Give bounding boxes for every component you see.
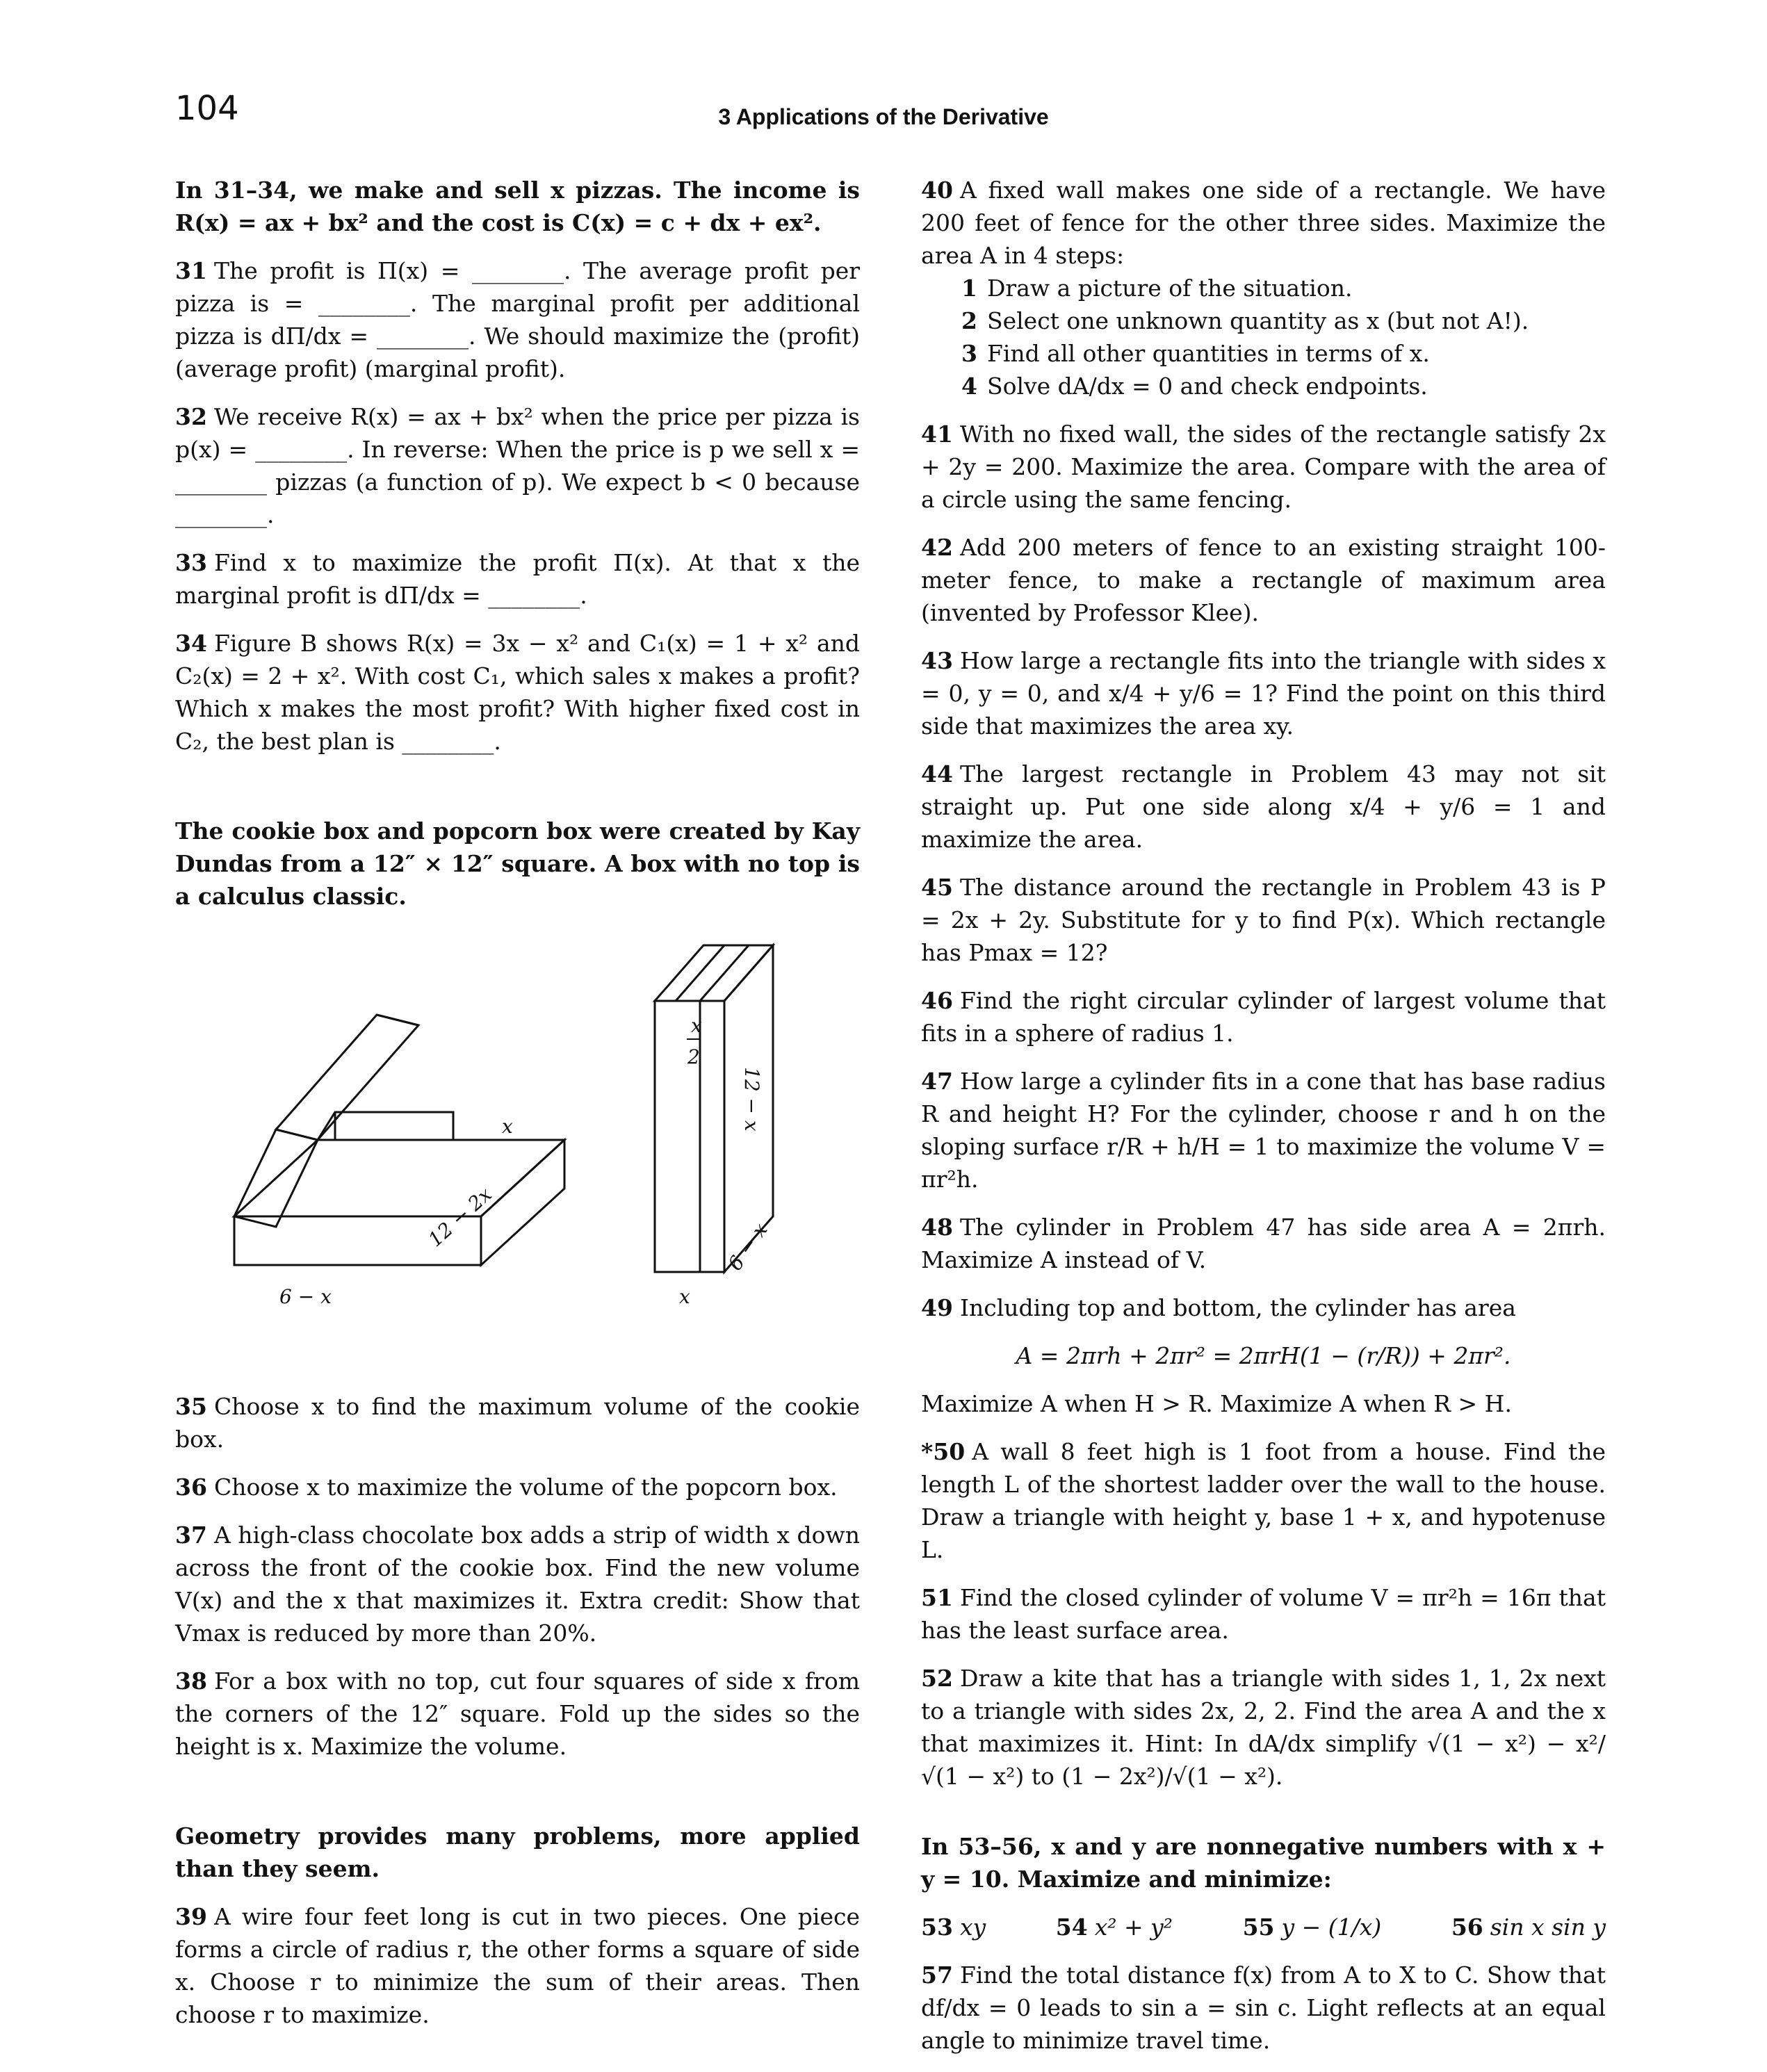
page-number: 104 xyxy=(175,89,239,128)
step-item: 2 Select one unknown quantity as x (but not A!). xyxy=(961,307,1529,334)
intro-geometry: Geometry provides many problems, more applied than they seem. xyxy=(175,1822,860,1882)
problem-54: 54 x² + y² xyxy=(1055,1914,1173,1941)
cookie-label-height: x xyxy=(502,1115,513,1138)
problem-49-equation: A = 2πrh + 2πr² = 2πrH(1 − (r/R)) + 2πr². xyxy=(1016,1342,1511,1369)
box-figure-svg xyxy=(175,931,860,1321)
step-item: 1 Draw a picture of the situation. xyxy=(961,275,1353,302)
popcorn-label-top-den: 2 xyxy=(687,1045,700,1068)
problem-56: 56 sin x sin y xyxy=(1451,1914,1606,1941)
step-item: 3 Find all other quantities in terms of x. xyxy=(961,340,1430,367)
problem-55: 55 y − (1/x) xyxy=(1242,1914,1382,1941)
cookie-box-drawing xyxy=(234,1015,564,1265)
problem-31: 31 The profit is Π(x) = ________. The average profit per pizza is = ________. The marginal profit per additional pizza is dΠ/dx = ________. We should maximize the (profit) (average profit) (marginal profit). xyxy=(175,257,860,382)
cookie-label-diagonal: 12 − 2x xyxy=(423,1182,496,1252)
problem-57: 57 Find the total distance f(x) from A to X to C. Show that df/dx = 0 leads to sin a = sin c. Light reflects at an equal angle to minimize travel time. xyxy=(921,1961,1606,2054)
popcorn-label-base: x xyxy=(679,1285,690,1308)
problem-42: 42 Add 200 meters of fence to an existing straight 100-meter fence, to make a rectangle of maximum area (invented by Professor Klee). xyxy=(921,534,1606,626)
problem-47: 47 How large a cylinder fits in a cone that has base radius R and height H? For the cylinder, choose r and h on the sloping surface r/R + h/H = 1 to maximize the volume V = πr²h. xyxy=(921,1068,1606,1193)
problem-36: 36 Choose x to maximize the volume of the popcorn box. xyxy=(175,1474,838,1501)
problem-32: 32 We receive R(x) = ax + bx² when the price per pizza is p(x) = ________. In reverse: When the price is p we sell x = ________ pizzas (a function of p). We expect b < 0 because ________. xyxy=(175,403,860,528)
cookie-label-front: 6 − x xyxy=(279,1285,332,1308)
spacer xyxy=(921,1808,1606,1830)
problem-51: 51 Find the closed cylinder of volume V = πr²h = 16π that has the least surface area. xyxy=(921,1584,1606,1644)
box-figure xyxy=(175,931,860,1321)
problem-39: 39 A wire four feet long is cut in two pieces. One piece forms a circle of radius r, the other forms a square of side x. Choose r to minimize the sum of their areas. Then choose r to maximize. xyxy=(175,1903,860,2028)
problem-34: 34 Figure B shows R(x) = 3x − x² and C₁(x) = 1 + x² and C₂(x) = 2 + x². With cost C₁, which sales x makes a profit? Which x makes the most profit? With higher fixed cost in C₂, the best plan is ________. xyxy=(175,630,860,755)
problem-40: 40 A fixed wall makes one side of a rectangle. We have 200 feet of fence for the other three sides. Maximize the area A in 4 steps: xyxy=(921,177,1606,269)
problem-49-tail: Maximize A when H > R. Maximize A when R > H. xyxy=(921,1390,1512,1417)
popcorn-label-height: 12 − x xyxy=(740,1067,763,1132)
problem-37: 37 A high-class chocolate box adds a strip of width x down across the front of the cookie box. Find the new volume V(x) and the x that maximizes it. Extra credit: Show that Vmax is reduced by more than 20%. xyxy=(175,1522,860,1647)
intro-53-56: In 53–56, x and y are nonnegative numbers with x + y = 10. Maximize and minimize: xyxy=(921,1833,1606,1893)
problem-45: 45 The distance around the rectangle in Problem 43 is P = 2x + 2y. Substitute for y to find P(x). Which rectangle has Pmax = 12? xyxy=(921,874,1606,966)
problem-49: 49 Including top and bottom, the cylinder has area xyxy=(921,1294,1516,1321)
problem-48: 48 The cylinder in Problem 47 has side area A = 2πrh. Maximize A instead of V. xyxy=(921,1214,1606,1273)
right-column xyxy=(921,174,1606,2072)
problem-33: 33 Find x to maximize the profit Π(x). At that x the marginal profit is dΠ/dx = ________. xyxy=(175,549,860,609)
spacer xyxy=(175,1778,860,1820)
problem-52: 52 Draw a kite that has a triangle with sides 1, 1, 2x next to a triangle with sides 2x, 2, 2. Find the area A and the x that maximizes it. Hint: In dA/dx simplify √(1 − x²) − x²/√(1 − x²) to (1 − 2x²)/√(1 − x²). xyxy=(921,1665,1606,1790)
problem-46: 46 Find the right circular cylinder of largest volume that fits in a sphere of radius 1. xyxy=(921,987,1606,1047)
problem-53: 53 xy xyxy=(921,1914,986,1941)
problem-44: 44 The largest rectangle in Problem 43 may not sit straight up. Put one side along x/4 + y/6 = 1 and maximize the area. xyxy=(921,760,1606,853)
problem-38: 38 For a box with no top, cut four squares of side x from the corners of the 12″ square. Fold up the sides so the height is x. Maximize the volume. xyxy=(175,1667,860,1760)
step-item: 4 Solve dA/dx = 0 and check endpoints. xyxy=(961,373,1428,400)
problem-40-steps xyxy=(921,272,1606,402)
problem-50: *50 A wall 8 feet high is 1 foot from a house. Find the length L of the shortest ladder over the wall to the house. Draw a triangle with height y, base 1 + x, and hypotenuse L. xyxy=(921,1438,1606,1563)
problem-41: 41 With no fixed wall, the sides of the rectangle satisfy 2x + 2y = 200. Maximize the area. Compare with the area of a circle using the same fencing. xyxy=(921,421,1606,513)
problems-53-56 xyxy=(921,1911,1606,1943)
problem-35: 35 Choose x to find the maximum volume of the cookie box. xyxy=(175,1393,860,1453)
spacer xyxy=(175,773,860,815)
popcorn-label-depth: 6 − x xyxy=(723,1218,772,1275)
popcorn-label-top: x xyxy=(691,1014,702,1037)
problem-43: 43 How large a rectangle fits into the triangle with sides x = 0, y = 0, and x/4 + y/6 = 1? Find the point on this third side that maximizes the area xy. xyxy=(921,647,1606,740)
running-head: 3 Applications of the Derivative xyxy=(718,104,1049,129)
intro-31-34: In 31–34, we make and sell x pizzas. The income is R(x) = ax + bx² and the cost is C(x) = c + dx + ex². xyxy=(175,177,860,236)
intro-cookie-box: The cookie box and popcorn box were created by Kay Dundas from a 12″ × 12″ square. A box with no top is a calculus classic. xyxy=(175,817,860,910)
